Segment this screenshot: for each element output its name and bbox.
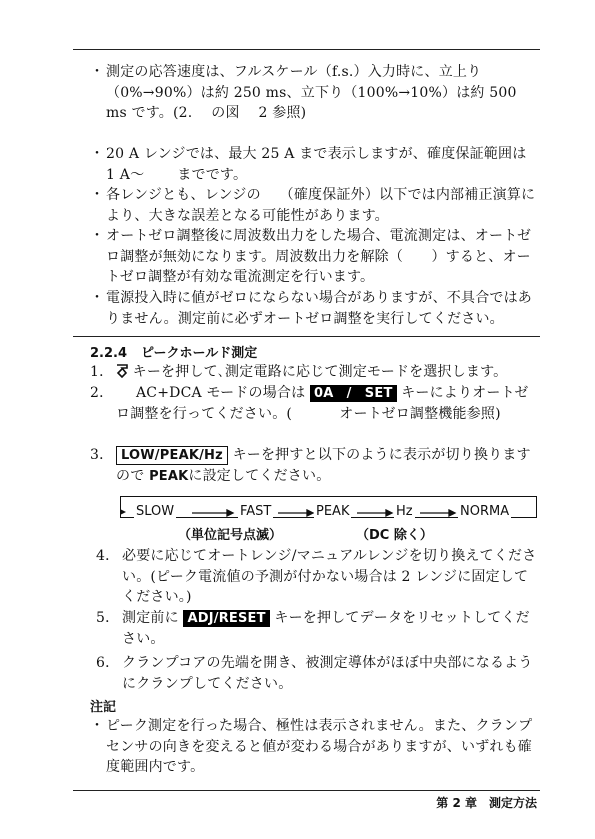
bullet-power-on bbox=[90, 288, 540, 329]
step-number: 3． bbox=[90, 447, 114, 463]
low-peak-hz-key: LOW/PEAK/Hz bbox=[116, 446, 228, 465]
bullet-dot: ・ bbox=[90, 64, 105, 80]
bullet-dot: ・ bbox=[90, 290, 105, 306]
section-title: ピークホールド測定 bbox=[141, 346, 258, 361]
bullet-text: 測定の応答速度は、フルスケール（f.s.）入力時に、立上り（0%→90%）は約 250 ms、立下り（100%→10%）は約 500 ms です。(2. の図 2 参照) bbox=[106, 64, 517, 121]
flow-item-fast: FAST bbox=[240, 504, 272, 519]
bullet-response bbox=[90, 62, 540, 124]
adj-reset-key: ADJ/RESET bbox=[183, 610, 269, 627]
function-dial-icon bbox=[116, 364, 128, 378]
step-number: 4． bbox=[96, 548, 120, 564]
note-heading: 注記 bbox=[90, 700, 117, 715]
step-text: クランプコアの先端を開き、被測定導体がほぼ中央部になるようにクランプしてください。 bbox=[122, 655, 533, 692]
bullet-text: 20 A レンジでは、最大 25 A まで表示しますが、確度保証範囲は 1 A〜 までです。 bbox=[106, 146, 527, 183]
bullet-text: 電源投入時に値がゼロにならない場合がありますが、不具合ではありません。測定前に必ずオートゼロ調整を実行してください。 bbox=[106, 290, 532, 327]
bullet-dot: ・ bbox=[90, 146, 105, 162]
flow-item-peak: PEAK bbox=[316, 504, 350, 519]
step-text: キーを押してデータをリセットしてください。 bbox=[122, 610, 530, 647]
flow-item-norma: NORMA bbox=[460, 504, 510, 519]
step-1 bbox=[90, 362, 540, 383]
flow-item-slow: SLOW bbox=[136, 504, 175, 519]
bullet-dot: ・ bbox=[90, 718, 105, 734]
step-3 bbox=[90, 445, 540, 487]
step-text: AC+DCA モードの場合は bbox=[136, 385, 306, 401]
step-text: 必要に応じてオートレンジ/マニュアルレンジを切り換えてください。(ピーク電流値の予測が付かない場合は 2 レンジに固定してください。) bbox=[122, 548, 537, 605]
bullet-range-error bbox=[90, 185, 540, 226]
step-text: に設定してください。 bbox=[188, 467, 331, 484]
step-2 bbox=[90, 383, 540, 424]
top-rule bbox=[73, 49, 540, 50]
zero-set-key: 0A / SET bbox=[310, 385, 397, 402]
mode-flow-diagram bbox=[120, 496, 540, 522]
step-text: キーを押すと以下のように表示が切り換りますので bbox=[116, 447, 531, 484]
bullet-20a-range bbox=[90, 144, 540, 185]
flow-item-hz: Hz bbox=[396, 504, 413, 519]
step-6 bbox=[96, 653, 540, 694]
flow-sub-hz: （DC 除く） bbox=[356, 528, 433, 543]
bullet-text: オートゼロ調整後に周波数出力をした場合、電流測定は、オートゼロ調整が無効になります。周波数出力を解除（ ）すると、オートゼロ調整が有効な電流測定を行います。 bbox=[106, 228, 532, 285]
step-text: キーによりオートゼロ調整を行ってください。( オートゼロ調整機能参照) bbox=[116, 385, 529, 422]
step-number: 1． bbox=[90, 364, 114, 380]
step-5 bbox=[96, 608, 540, 649]
bullet-autozero-freq bbox=[90, 226, 540, 288]
note-text: ピーク測定を行った場合、極性は表示されません。また、クランプセンサの向きを変えると値が変わる場合がありますが、いずれも確度範囲内です。 bbox=[106, 718, 533, 775]
peak-label: PEAK bbox=[149, 468, 189, 484]
step-number: 2． bbox=[90, 385, 114, 401]
step-4 bbox=[96, 546, 540, 608]
footer-chapter: 第 2 章 bbox=[436, 796, 477, 810]
bullet-dot: ・ bbox=[90, 187, 105, 203]
page-footer bbox=[424, 794, 537, 811]
section-heading bbox=[90, 342, 271, 361]
step-number: 5． bbox=[96, 610, 120, 626]
footer-title: 測定方法 bbox=[488, 796, 537, 810]
note-bullet bbox=[90, 716, 540, 778]
section-rule bbox=[73, 336, 540, 337]
step-text: キーを押して､測定電路に応じて測定モードを選択します。 bbox=[132, 364, 508, 380]
bullet-text: 各レンジとも、レンジの （確度保証外）以下では内部補正演算により、大きな誤差となる可能性があります。 bbox=[106, 187, 536, 224]
footer-rule bbox=[73, 790, 540, 791]
section-number: 2.2.4 bbox=[90, 346, 128, 361]
step-number: 6． bbox=[96, 655, 120, 671]
bullet-dot: ・ bbox=[90, 228, 105, 244]
flow-sub-fast: （単位記号点滅） bbox=[178, 528, 283, 543]
step-text: 測定前に bbox=[122, 610, 179, 626]
